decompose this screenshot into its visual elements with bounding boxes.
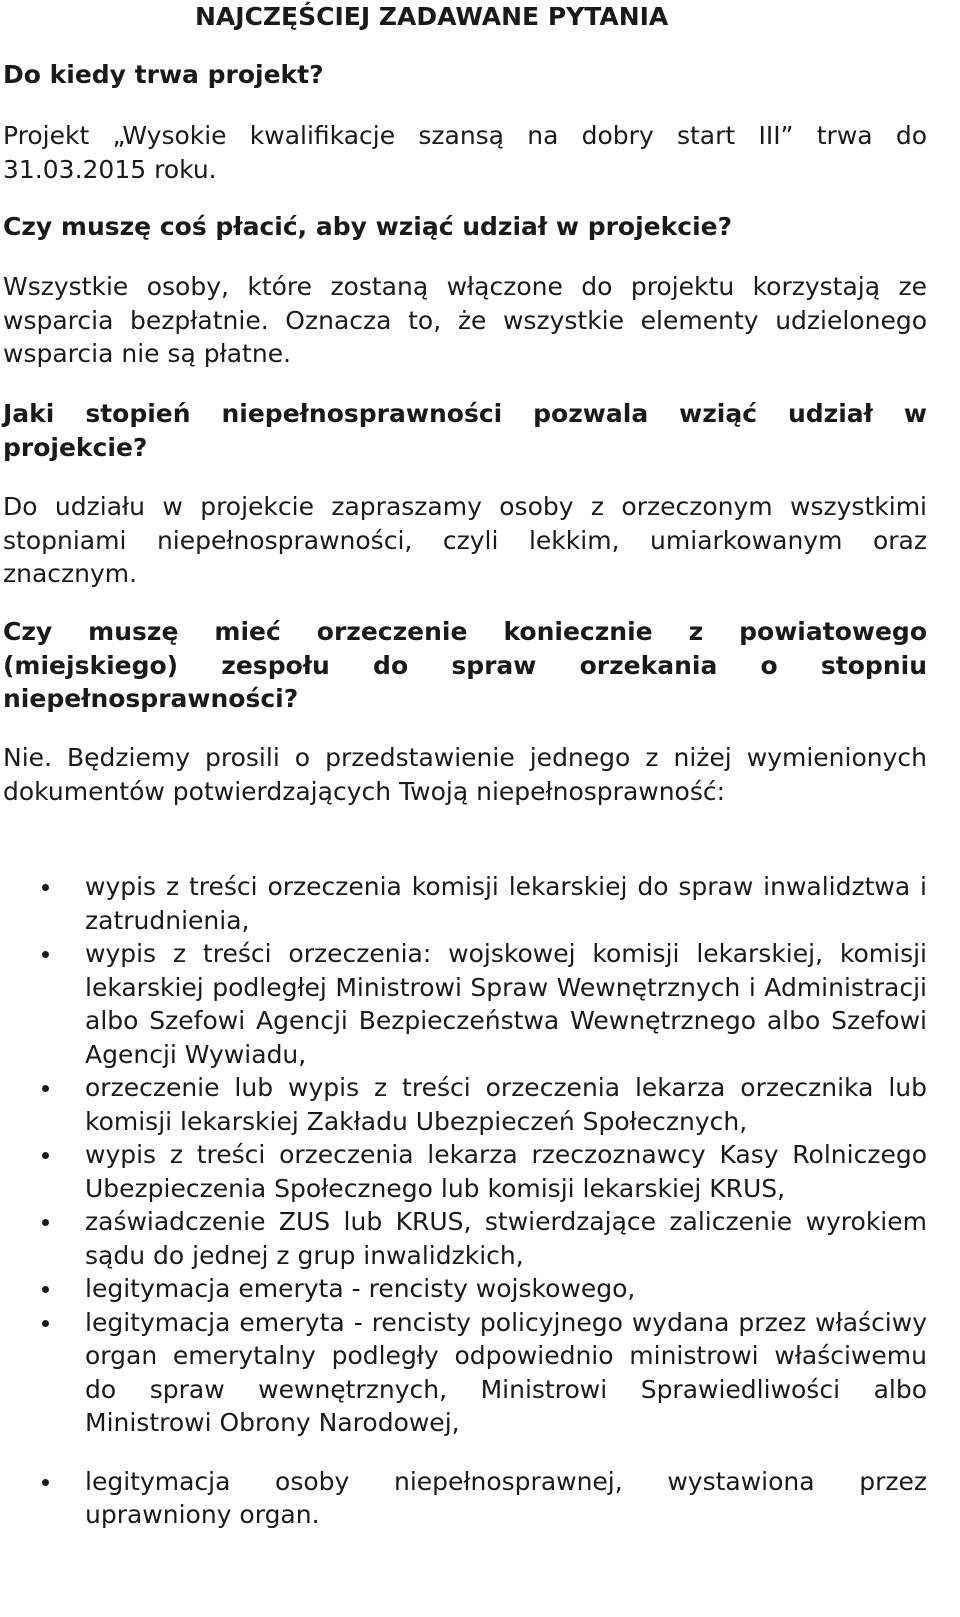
list-item-text: wypis z treści orzeczenia komisji lekarskiej do spraw inwalidztwa i zatrudnienia, bbox=[85, 872, 927, 935]
faq-answer-2: Wszystkie osoby, które zostaną włączone do projektu korzystają ze wsparcia bezpłatnie. Oznacza to, że wszystkie elementy udzielonego wsparcia nie są płatne. bbox=[3, 272, 927, 368]
list-item bbox=[0, 1272, 927, 1306]
faq-question-2: Czy muszę coś płacić, aby wziąć udział w projekcie? bbox=[3, 212, 733, 241]
list-item bbox=[0, 1071, 927, 1138]
faq-answer-1: Projekt „Wysokie kwalifikacje szansą na dobry start III” trwa do 31.03.2015 roku. bbox=[3, 121, 927, 184]
bullet-icon bbox=[42, 951, 49, 958]
bullet-icon bbox=[42, 1320, 49, 1327]
list-item-text: orzeczenie lub wypis z treści orzeczenia lekarza orzecznika lub komisji lekarskiej Zakładu Ubezpieczeń Społecznych, bbox=[85, 1073, 927, 1136]
bullet-icon bbox=[42, 1152, 49, 1159]
list-item bbox=[0, 870, 927, 937]
list-item-text: wypis z treści orzeczenia lekarza rzeczoznawcy Kasy Rolniczego Ubezpieczenia Społecznego lub komisji lekarskiej KRUS, bbox=[85, 1140, 927, 1203]
list-item-text: legitymacja emeryta - rencisty policyjnego wydana przez właściwy organ emerytalny podległy odpowiednio ministrowi właściwemu do spraw wewnętrznych, Ministrowi Sprawiedliwości albo Ministrowi Obrony Narodowej, bbox=[85, 1307, 927, 1437]
list-item-text: wypis z treści orzeczenia: wojskowej komisji lekarskiej, komisji lekarskiej podległej Ministrowi Spraw Wewnętrznych i Administracji albo Szefowi Agencji Bezpieczeństwa Wewnętrznego albo Szefowi Agencji Wywiadu, bbox=[85, 939, 927, 1069]
list-item bbox=[0, 1465, 927, 1532]
bullet-icon bbox=[42, 884, 49, 891]
faq-question-3: Jaki stopień niepełnosprawności pozwala wziąć udział w projekcie? bbox=[3, 399, 927, 462]
faq-question-4: Czy muszę mieć orzeczenie koniecznie z powiatowego (miejskiego) zespołu do spraw orzekania o stopniu niepełnosprawności? bbox=[3, 617, 927, 713]
faq-answer-4: Nie. Będziemy prosili o przedstawienie jednego z niżej wymienionych dokumentów potwierdzających Twoją niepełnosprawność: bbox=[3, 743, 927, 806]
bullet-icon bbox=[42, 1219, 49, 1226]
document-title: NAJCZĘŚCIEJ ZADAWANE PYTANIA bbox=[195, 2, 669, 31]
list-item bbox=[0, 1138, 927, 1205]
list-item-text: zaświadczenie ZUS lub KRUS, stwierdzające zaliczenie wyrokiem sądu do jednej z grup inwalidzkich, bbox=[85, 1207, 927, 1270]
list-item bbox=[0, 937, 927, 1071]
faq-answer-3: Do udziału w projekcie zapraszamy osoby z orzeczonym wszystkimi stopniami niepełnosprawności, czyli lekkim, umiarkowanym oraz znacznym. bbox=[3, 492, 927, 588]
list-item-text: legitymacja osoby niepełnosprawnej, wystawiona przez uprawniony organ. bbox=[85, 1466, 927, 1529]
bullet-icon bbox=[42, 1085, 49, 1092]
documents-list bbox=[0, 870, 960, 1532]
bullet-icon bbox=[42, 1479, 49, 1486]
faq-question-1: Do kiedy trwa projekt? bbox=[3, 60, 324, 89]
bullet-icon bbox=[42, 1286, 49, 1293]
list-item bbox=[0, 1205, 927, 1272]
list-item bbox=[0, 1306, 927, 1440]
list-item-text: legitymacja emeryta - rencisty wojskowego, bbox=[85, 1274, 636, 1303]
